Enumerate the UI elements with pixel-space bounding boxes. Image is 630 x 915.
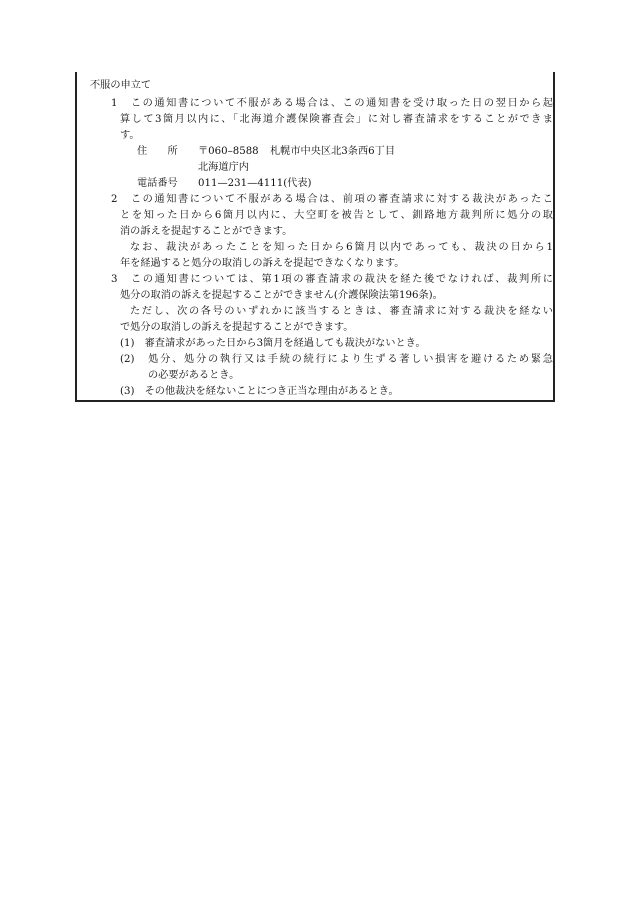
item3-line2: 処分の取消の訴えを提起することができません(介護保険法第196条)。 xyxy=(120,290,443,301)
item3-sub1: (1) 審査請求があった日から3箇月を経過しても裁決がないとき。 xyxy=(120,338,426,349)
item2-line1: 2 この通知書について不服がある場合は、前項の審査請求に対する裁決があったこ xyxy=(111,194,553,205)
address-text-2: 北海道庁内 xyxy=(198,162,249,173)
item2-line4: なお、裁決があったことを知った日から6箇月以内であっても、裁決の日から1 xyxy=(130,242,553,253)
item3-line1: 3 この通知書については、第1項の審査請求の裁決を経た後でなければ、裁判所に xyxy=(111,274,553,285)
item1-line1: 1 この通知書について不服がある場合は、この通知書を受け取った日の翌日から起 xyxy=(111,98,553,109)
item3-sub2-line2: の必要があるとき。 xyxy=(148,370,240,381)
section-heading: 不服の申立て xyxy=(90,80,152,91)
item2-line2: とを知った日から6箇月以内に、大空町を被告として、釧路地方裁判所に処分の取 xyxy=(120,210,553,221)
phone-number: 011—231—4111(代表) xyxy=(198,178,312,189)
address-label: 住 所 xyxy=(137,146,178,157)
item2-line3: 消の訴えを提起することができます。 xyxy=(120,226,293,237)
postal-code: 〒060–8588 xyxy=(198,146,259,157)
item3-line4: で処分の取消しの訴えを提起することができます。 xyxy=(120,322,354,333)
phone-label: 電話番号 xyxy=(137,178,178,189)
item2-line5: 年を経過すると処分の取消しの訴えを提起できなくなります。 xyxy=(120,258,405,269)
item3-sub2-line1: (2) 処分、処分の執行又は手続の続行により生ずる著しい損害を避けるため緊急 xyxy=(120,354,553,365)
item3-line3: ただし、次の各号のいずれかに該当するときは、審査請求に対する裁決を経ない xyxy=(130,306,553,317)
item1-line2: 算して3箇月以内に、「北海道介護保険審査会」に対し審査請求をすることができま xyxy=(120,114,553,125)
item1-line3: す。 xyxy=(120,130,140,141)
address-text: 札幌市中央区北3条西6丁目 xyxy=(270,146,396,157)
item3-sub3: (3) その他裁決を経ないことにつき正当な理由があるとき。 xyxy=(120,386,399,397)
